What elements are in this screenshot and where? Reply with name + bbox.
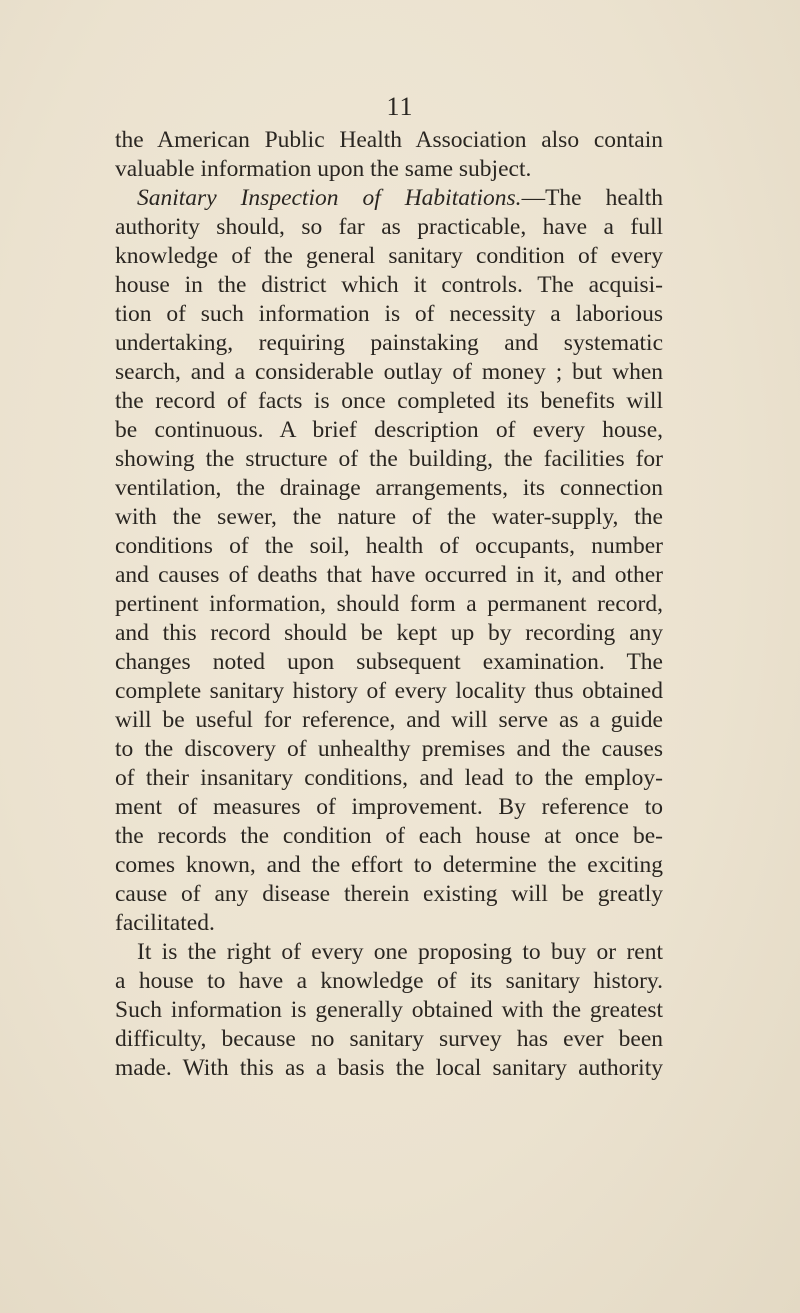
text-line: authority should, so far as practicable, have a full (115, 214, 663, 240)
text-line: It is the right of every one proposing to buy or rent (137, 939, 663, 965)
section-heading-line (137, 184, 663, 213)
text-line: a house to have a knowledge of its sanitary history. (115, 968, 663, 994)
text-line: knowledge of the general sanitary condition of every (115, 243, 663, 269)
text-line: facilitated. (115, 910, 215, 936)
section-heading: Sanitary Inspection of Habitations. (137, 185, 522, 211)
text-line: will be useful for reference, and will serve as a guide (115, 707, 663, 733)
text-line: —The health (521, 185, 663, 211)
text-line: complete sanitary history of every locality thus obtained (115, 678, 663, 704)
text-line: comes known, and the effort to determine the exciting (115, 852, 663, 878)
text-line: of their insanitary conditions, and lead to the employ- (115, 765, 663, 791)
text-line: conditions of the soil, health of occupants, number (115, 533, 663, 559)
text-line: Such information is generally obtained with the greatest (115, 997, 663, 1023)
text-line: the American Public Health Association also contain (115, 127, 663, 153)
text-line: the records the condition of each house at once be- (115, 823, 663, 849)
text-line: to the discovery of unhealthy premises and the causes (115, 736, 663, 762)
text-line: be continuous. A brief description of every house, (115, 417, 663, 443)
text-line: pertinent information, should form a permanent record, (115, 591, 663, 617)
text-line: difficulty, because no sanitary survey has ever been (115, 1026, 663, 1052)
text-line: showing the structure of the building, the facilities for (115, 446, 663, 472)
text-line: ment of measures of improvement. By reference to (115, 794, 663, 820)
text-line: made. With this as a basis the local sanitary authority (115, 1055, 663, 1081)
text-line: cause of any disease therein existing will be greatly (115, 881, 663, 907)
text-line: search, and a considerable outlay of money ; but when (115, 359, 663, 385)
text-line: house in the district which it controls. The acquisi- (115, 272, 663, 298)
text-line: tion of such information is of necessity a laborious (115, 301, 663, 327)
text-line: and causes of deaths that have occurred in it, and other (115, 562, 663, 588)
page-number: 11 (386, 92, 414, 121)
text-line: with the sewer, the nature of the water-supply, the (115, 504, 663, 530)
text-line: changes noted upon subsequent examination. The (115, 649, 663, 675)
text-line: undertaking, requiring painstaking and systematic (115, 330, 663, 356)
text-line: and this record should be kept up by recording any (115, 620, 663, 646)
text-line: valuable information upon the same subject. (115, 156, 532, 182)
text-line: the record of facts is once completed its benefits will (115, 388, 663, 414)
text-line: ventilation, the drainage arrangements, its connection (115, 475, 663, 501)
